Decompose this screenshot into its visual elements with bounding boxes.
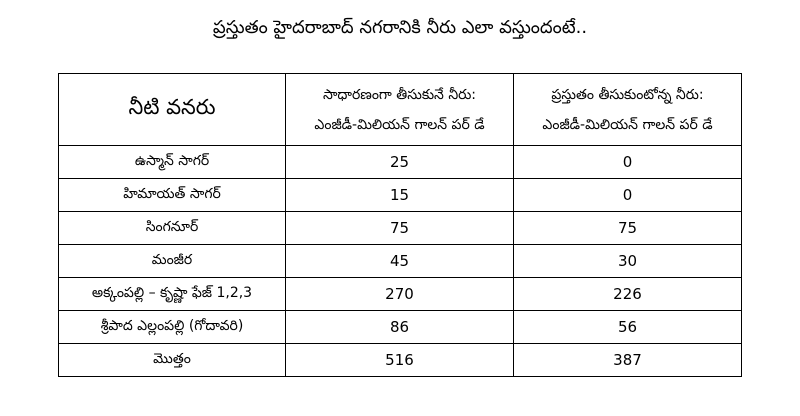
row-current-value: 0 (514, 146, 742, 179)
header-current (514, 74, 742, 146)
row-current-value: 75 (514, 212, 742, 245)
table-total-row (59, 344, 742, 377)
table-row (59, 146, 742, 179)
page-title: ప్రస్తుతం హైదరాబాద్ నగరానికి నీరు ఎలా వస్తుందంటే.. (212, 17, 588, 38)
total-label: మొత్తం (59, 344, 286, 377)
row-normal-value: 270 (286, 278, 514, 311)
row-current-value: 56 (514, 311, 742, 344)
row-normal-value: 15 (286, 179, 514, 212)
total-normal-value: 516 (286, 344, 514, 377)
row-normal-value: 86 (286, 311, 514, 344)
row-source: సింగనూర్ (59, 212, 286, 245)
header-normal-line1: సాధారణంగా తీసుకునే నీరు: (322, 86, 477, 103)
table-row (59, 245, 742, 278)
row-current-value: 0 (514, 179, 742, 212)
row-source: అక్కంపల్లి – కృష్ణా ఫేజ్ 1,2,3 (59, 278, 286, 311)
row-source: శ్రీపాద ఎల్లంపల్లి (గోదావరి) (59, 311, 286, 344)
row-source: ఉస్మాన్ సాగర్ (59, 146, 286, 179)
table-row (59, 212, 742, 245)
total-current-value: 387 (514, 344, 742, 377)
header-current-line1: ప్రస్తుతం తీసుకుంటోన్న నీరు: (551, 86, 704, 103)
row-current-value: 30 (514, 245, 742, 278)
row-current-value: 226 (514, 278, 742, 311)
table-row (59, 179, 742, 212)
row-normal-value: 25 (286, 146, 514, 179)
header-normal (286, 74, 514, 146)
row-source: హిమాయత్ సాగర్ (59, 179, 286, 212)
row-normal-value: 75 (286, 212, 514, 245)
table-row (59, 278, 742, 311)
row-normal-value: 45 (286, 245, 514, 278)
water-sources-table (58, 73, 742, 377)
header-current-line2: ఎంజీడీ-మిలియన్ గాలన్ పర్ డే (542, 116, 713, 133)
table-row (59, 311, 742, 344)
header-source (59, 74, 286, 146)
header-source-label: నీటి వనరు (128, 94, 216, 119)
header-normal-line2: ఎంజీడీ-మిలియన్ గాలన్ పర్ డే (314, 116, 485, 133)
table-header-row (59, 74, 742, 146)
row-source: మంజీర (59, 245, 286, 278)
